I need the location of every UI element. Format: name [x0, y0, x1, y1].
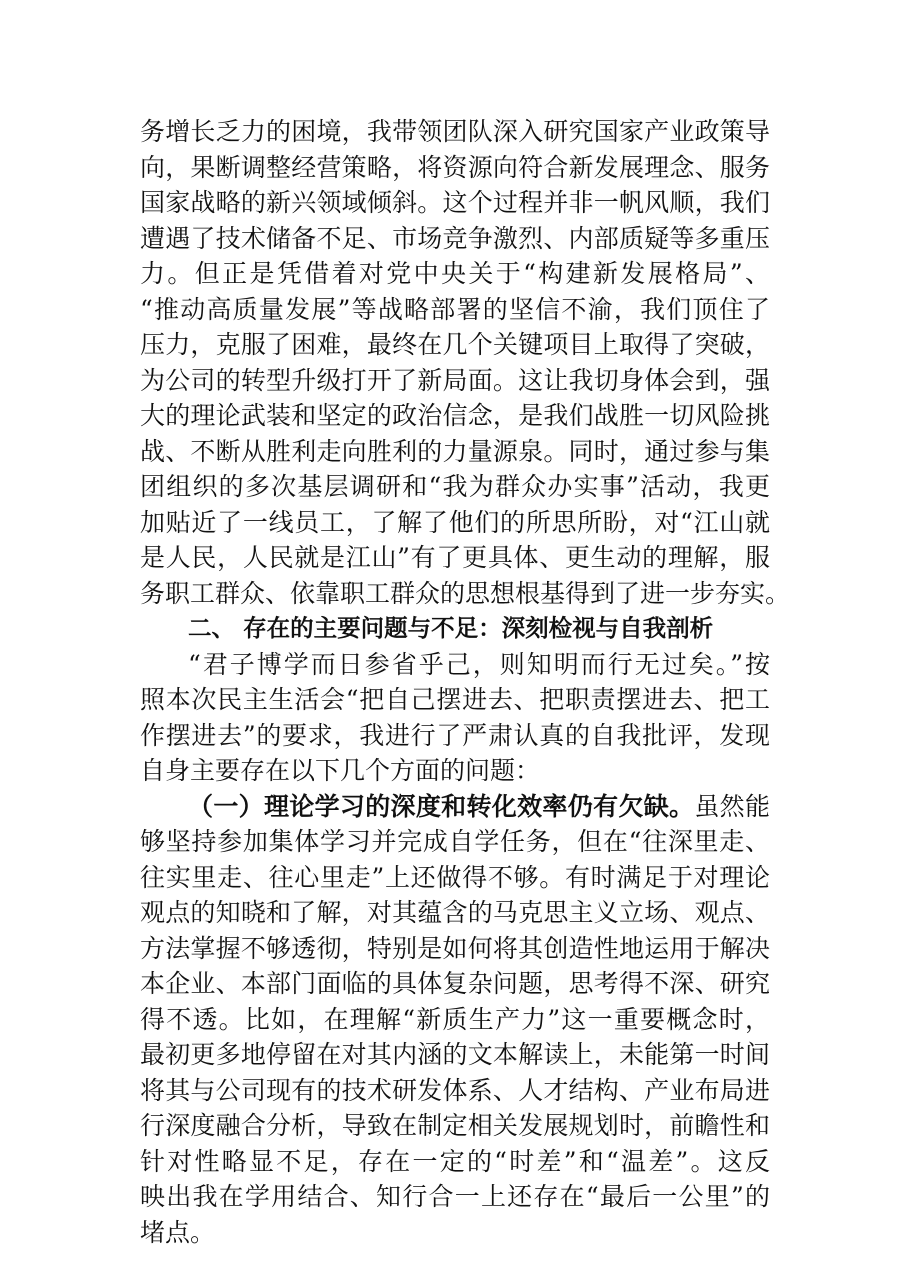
paragraph-line: 团组织的多次基层调研和“我为群众办实事”活动，我更 [140, 472, 770, 501]
paragraph-line: 国家战略的新兴领域倾斜。这个过程并非一帆风顺，我们 [140, 188, 770, 217]
paragraph-line: 方法掌握不够透彻，特别是如何将其创造性地运用于解决 [140, 933, 770, 963]
paragraph-line: 自身主要存在以下几个方面的问题： [140, 756, 541, 785]
paragraph-line: “君子博学而日参省乎己，则知明而行无过矣。”按 [188, 649, 770, 679]
paragraph-line: 照本次民主生活会“把自己摆进去、把职责摆进去、把工 [140, 685, 770, 714]
paragraph-line: 针对性略显不足，存在一定的“时差”和“温差”。这反 [140, 1146, 770, 1176]
paragraph-line: 向，果断调整经营策略，将资源向符合新发展理念、服务 [140, 152, 770, 182]
subsection-first-line [140, 789, 770, 825]
paragraph-line: 观点的知晓和了解，对其蕴含的马克思主义立场、观点、 [140, 898, 770, 927]
paragraph-line: 加贴近了一线员工，了解了他们的所思所盼，对“江山就 [140, 507, 770, 537]
paragraph-line: 大的理论武装和坚定的政治信念，是我们战胜一切风险挑 [140, 401, 770, 430]
paragraph-line: 将其与公司现有的技术研发体系、人才结构、产业布局进 [140, 1075, 770, 1105]
section-heading: 二、 存在的主要问题与不足：深刻检视与自我剖析 [188, 614, 714, 642]
paragraph-line: “推动高质量发展”等战略部署的坚信不渝，我们顶住了 [140, 294, 770, 324]
paragraph-line: 往实里走、往心里走”上还做得不够。有时满足于对理论 [140, 862, 770, 892]
paragraph-line: 为公司的转型升级打开了新局面。这让我切身体会到，强 [140, 365, 770, 395]
paragraph-line: 堵点。 [140, 1217, 216, 1247]
paragraph-line: 得不透。比如，在理解“新质生产力”这一重要概念时， [140, 1004, 770, 1034]
paragraph-line: 最初更多地停留在对其内涵的文本解读上，未能第一时间 [140, 1040, 770, 1069]
paragraph-line: 遭遇了技术储备不足、市场竞争激烈、内部质疑等多重压 [140, 223, 770, 253]
paragraph-line: 够坚持参加集体学习并完成自学任务，但在“往深里走、 [140, 827, 770, 856]
document-body [140, 114, 791, 1250]
paragraph-line: 力。但正是凭借着对党中央关于“构建新发展格局”、 [140, 259, 770, 288]
paragraph-line: 行深度融合分析，导致在制定相关发展规划时，前瞻性和 [140, 1111, 770, 1140]
paragraph-line: 务职工群众、依靠职工群众的思想根基得到了进一步夯实。 [140, 578, 791, 608]
paragraph-line: 压力，克服了困难，最终在几个关键项目上取得了突破， [140, 330, 770, 359]
paragraph-line: 是人民，人民就是江山”有了更具体、更生动的理解，服 [140, 543, 770, 572]
subsection-title: （一）理论学习的深度和转化效率仍有欠缺。 [188, 791, 695, 821]
paragraph-line: 映出我在学用结合、知行合一上还存在“最后一公里”的 [140, 1182, 770, 1211]
subsection-first-line-rest: 虽然能 [694, 791, 770, 821]
subsection-1 [140, 789, 770, 1251]
paragraph-2 [140, 647, 770, 789]
paragraph-line: 本企业、本部门面临的具体复杂问题，思考得不深、研究 [140, 969, 770, 998]
paragraph-line: 作摆进去”的要求，我进行了严肃认真的自我批评，发现 [140, 720, 770, 750]
paragraph-line: 战、不断从胜利走向胜利的力量源泉。同时，通过参与集 [140, 436, 770, 466]
paragraph-line: 务增长乏力的困境，我带领团队深入研究国家产业政策导 [140, 117, 770, 146]
paragraph-1 [140, 114, 791, 611]
